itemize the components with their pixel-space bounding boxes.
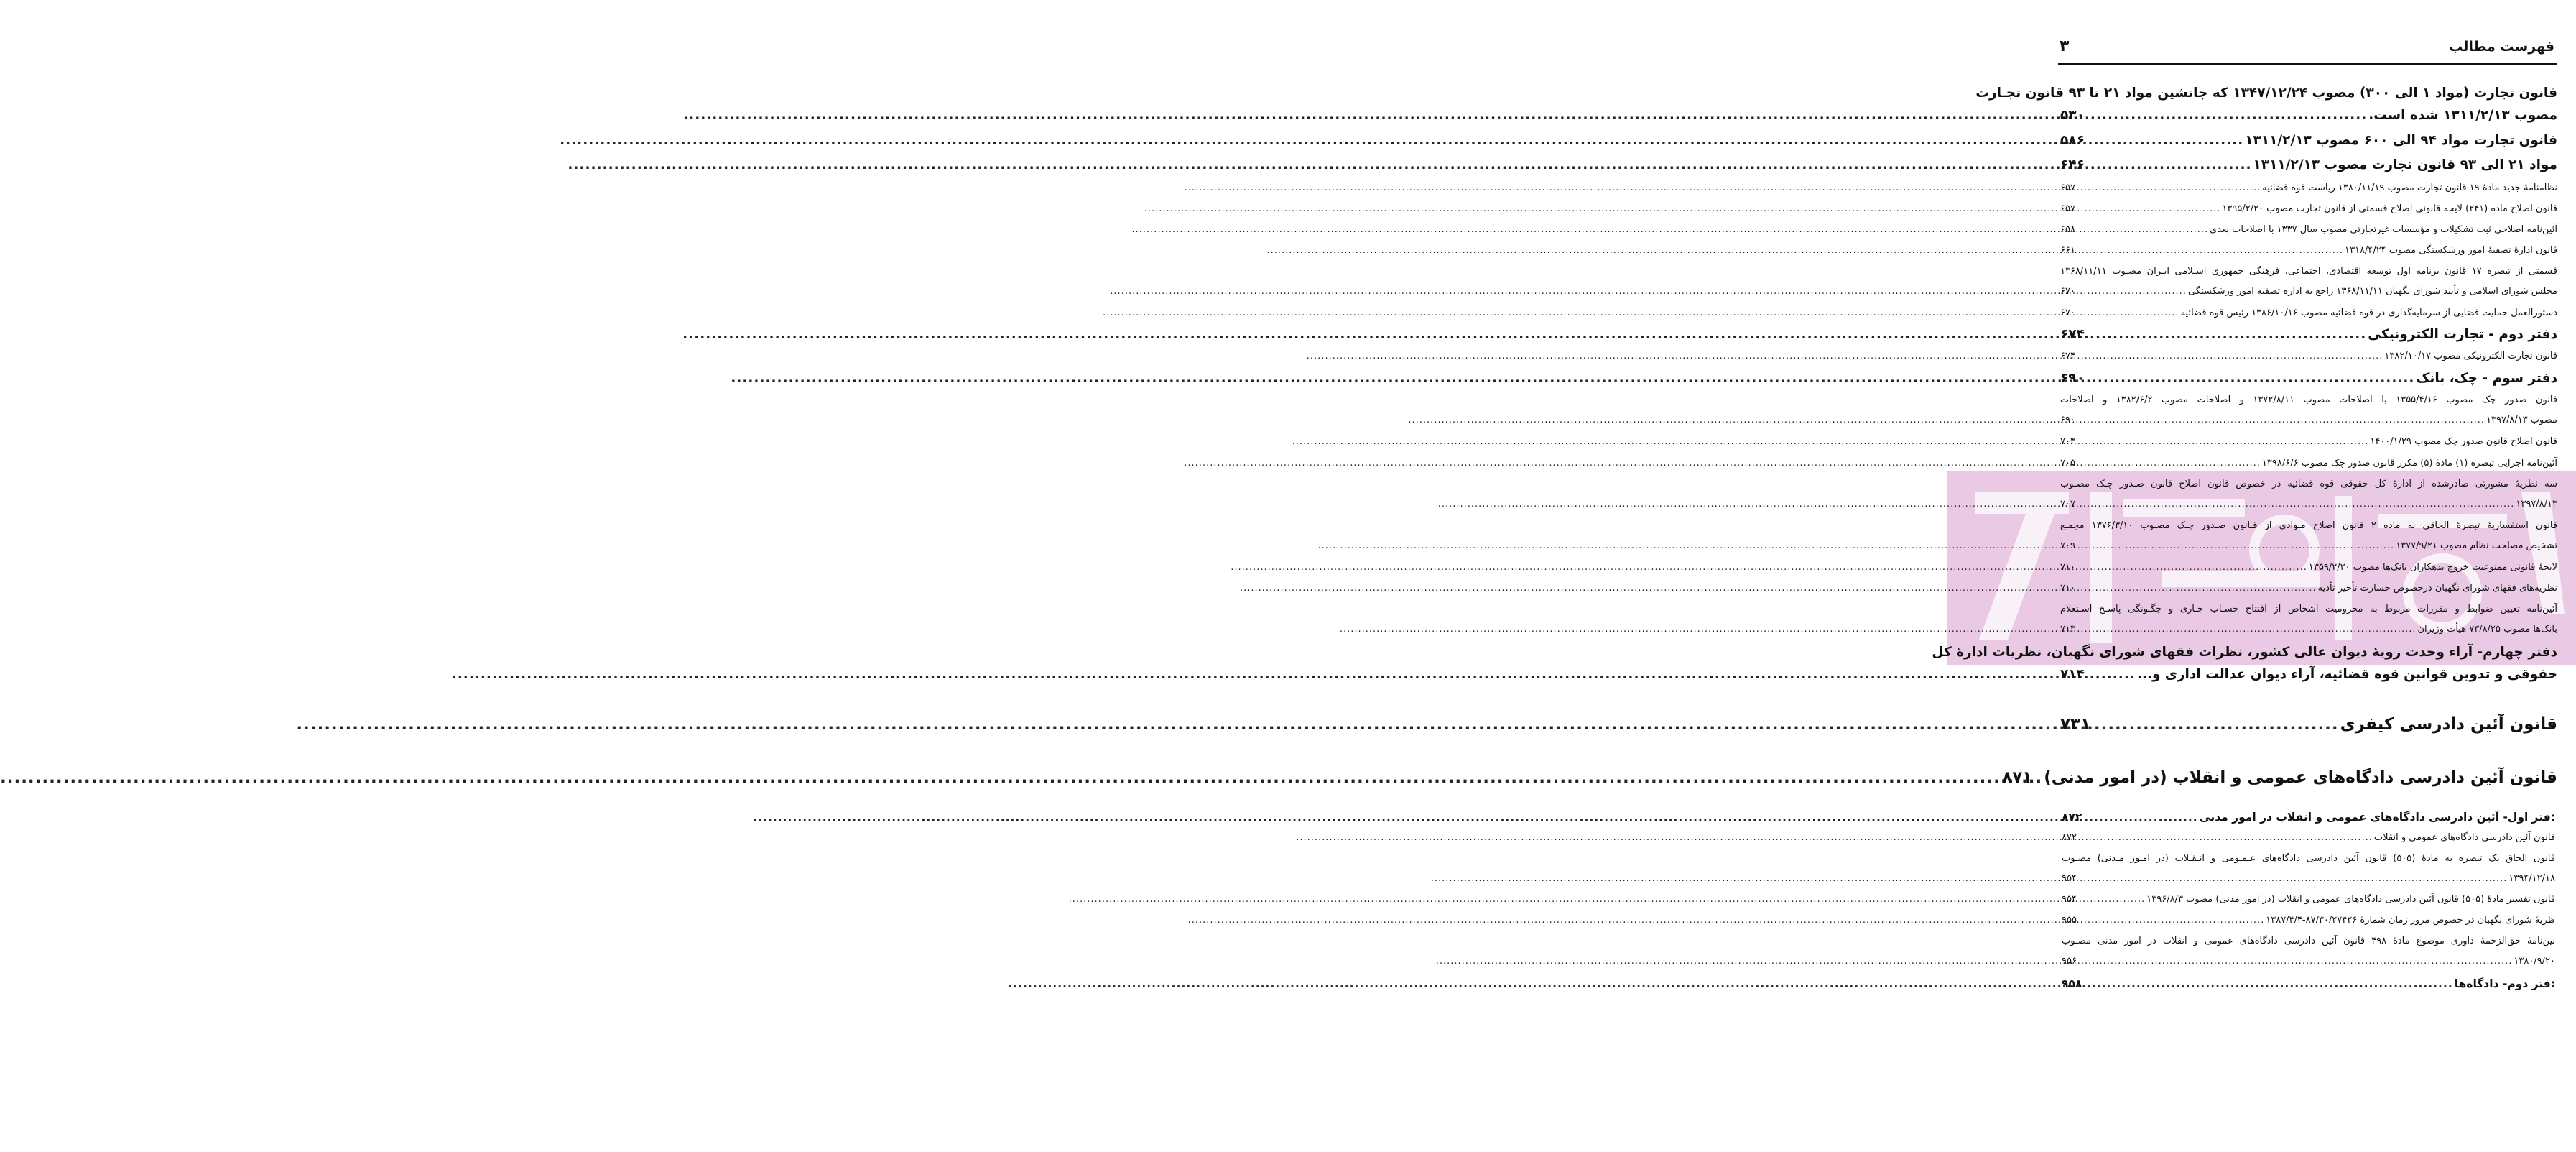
leader-dots [2077, 432, 2368, 452]
leader-dots [2034, 763, 2042, 792]
toc-entry-title: لایحهٔ قانونی ممنوعیت خروج بدهکاران بانک‌ها مصوب ۱۳۵۹/۲/۲۰ [2308, 562, 2557, 573]
toc-entry-title: قانون تجارت مواد ۹۴ الی ۶۰۰ مصوب ۱۳۱۱/۲/۱۳ [2245, 133, 2557, 148]
toc-entry[interactable] [2062, 974, 2555, 994]
toc-entry-page: ۶۹۰ [2060, 415, 2075, 425]
toc-entry[interactable] [2060, 390, 2557, 430]
leader-dots [2083, 807, 2197, 827]
toc-chapter-page: ۷۳۱ [2060, 715, 2091, 734]
toc-entry-title: قانون تفسیر مادهٔ (۵۰۵) قانون آئین دادرسی دادگاه‌های عمومی و انقلاب (در امور مدنی) مصوب ۱۳۹۶/۸/۳ [2146, 894, 2555, 905]
toc-section-title: :فتر اول- آئین دادرسی دادگاه‌های عمومی و انقلاب در امور مدنی [2199, 811, 2555, 824]
toc-entry-page: ۷۱۰ [2060, 583, 2075, 594]
toc-entry-title: قانون الحاق یک تبصره به مادهٔ (۵۰۵) قانون آئین دادرسی دادگاه‌های عـمـومی و انـقـلاب (در امـور مـدنی) مصـوب [2062, 853, 2555, 864]
toc-entry[interactable] [2060, 474, 2557, 515]
toc-entry-title: سه نظریهٔ مشورتی صادرشده از ادارهٔ کل حقوقی قوه قضائیه در خصوص قانون اصلاح قانون صـدور چـک مصـوب [2060, 479, 2557, 489]
toc-entry-page: ۶۹۰ [2060, 371, 2085, 386]
toc-entry[interactable] [2060, 453, 2557, 474]
toc-entry-title: قسمتی از تبصره ۱۷ قانون برنامه اول توسعه اقتصادی، اجتماعی، فرهنگی جمهوری اسـلامی ایـران مصـوب ۱۳۶۸/۱۱/۱۱ [2060, 266, 2557, 277]
leader-dots [2078, 890, 2145, 910]
leader-dots [2086, 367, 2415, 390]
leader-dots [2078, 869, 2507, 889]
leader-dots [2077, 579, 2317, 599]
toc-entry-page: ۹۵۶ [2062, 956, 2077, 967]
toc-entry[interactable] [1975, 82, 2557, 126]
toc-entry-title: قانون اصلاح ماده (۲۴۱) لایحه قانونی اصلاح قسمتی از قانون تجارت مصوب ۱۳۹۵/۲/۲۰ [2222, 203, 2557, 214]
toc-entry[interactable] [1932, 641, 2557, 686]
toc-entry[interactable] [2062, 828, 2555, 848]
toc-entry-title: مواد ۲۱ الی ۹۳ قانون تجارت مصوب ۱۳۱۱/۲/۱۳ [2253, 157, 2557, 172]
toc-entry-page: ۹۵۸ [2062, 977, 2082, 990]
toc-entry-title: قانون ادارهٔ تصفیهٔ امور ورشکستگی مصوب ۱۳۱۸/۴/۲۴ [2345, 245, 2557, 256]
toc-entry[interactable] [2060, 599, 2557, 640]
toc-entry[interactable] [2060, 241, 2557, 261]
leader-dots [2086, 104, 2367, 126]
leader-dots [2083, 974, 2452, 994]
toc-entry[interactable] [2060, 367, 2557, 390]
toc-entry[interactable] [2060, 178, 2557, 198]
toc-entry-title: ظریهٔ شورای نگهبان در خصوص مرور زمان شمارهٔ ۸۷/۳۰/۲۷۴۲۶-۱۳۸۷/۴/۴ [2266, 915, 2555, 926]
toc-entry-page: ۶۴۶ [2060, 157, 2085, 172]
toc-entry-title: قانون صدور چک مصوب ۱۳۵۵/۴/۱۶ با اصلاحات مصوب ۱۳۷۲/۸/۱۱ و اصلاحات مصوب ۱۳۸۲/۶/۲ و اصلاحات [2060, 395, 2557, 405]
toc-entry-page: ۹۵۴ [2062, 873, 2077, 884]
toc-chapter[interactable] [2060, 710, 2557, 739]
toc-entry[interactable] [2060, 154, 2557, 176]
toc-section-title: دفتر دوم - تجارت الکترونیکی [2368, 327, 2557, 342]
leader-dots [2078, 828, 2373, 848]
leader-dots [2086, 154, 2252, 176]
toc-entry-page: ۷۰۷ [2060, 499, 2075, 510]
toc-entry-page: ۶۶۱ [2060, 245, 2075, 256]
toc-entry-page: ۷۰۵ [2060, 458, 2075, 469]
toc-entry[interactable] [2060, 516, 2557, 556]
toc-entry-title: قانون آئین دادرسی دادگاه‌های عمومی و انقلاب [2373, 832, 2555, 843]
toc-entry-title: آئین‌نامه اجرایی تبصره (۱) مادهٔ (۵) مکرر قانون صدور چک مصوب ۱۳۹۸/۶/۶ [2261, 458, 2557, 469]
toc-chapter[interactable] [2002, 763, 2557, 792]
toc-entry[interactable] [2060, 199, 2557, 219]
toc-entry-page: ۵۳۰ [2060, 108, 2085, 123]
toc-entry-page: ۷۱۰ [2060, 562, 2075, 573]
leader-dots [2077, 558, 2307, 578]
toc-chapter-title: قانون آئین دادرسی کیفری [2340, 715, 2557, 734]
toc-entry-page: ۷۰۳ [2060, 436, 2075, 447]
toc-entry-title-cont: ۱۳۸۰/۹/۲۰ [2514, 956, 2555, 967]
leader-dots [2077, 241, 2343, 261]
toc-entry[interactable] [2060, 220, 2557, 240]
toc-entry-page: ۶۵۸ [2060, 224, 2075, 235]
toc-section-title: دفتر سوم - چک، بانک [2416, 371, 2557, 386]
toc-entry-page: ۸۷۲ [2062, 832, 2077, 843]
toc-entry-title: آئین‌نامه تعیین ضوابط و مقررات مربوط به محرومیت اشخاص از افتتاح حسـاب جـاری و چگـونگی پاسـخ اسـتعلام [2060, 604, 2557, 614]
toc-section-title: :فتر دوم- دادگاه‌ها [2454, 977, 2555, 990]
toc-entry-title-cont: ۱۳۹۷/۸/۱۳ [2516, 499, 2557, 510]
toc-entry-title-cont: مصوب ۱۳۹۷/۸/۱۳ [2486, 415, 2557, 425]
toc-entry-title: نین‌نامهٔ حق‌الزحمهٔ داوری موضوع مادهٔ ۴۹۸ قانون آئین دادرسی دادگاه‌های عمومی و انقلاب در امور مدنی مصـوب [2062, 936, 2555, 946]
leader-dots [2077, 220, 2208, 240]
toc-entry[interactable] [2060, 262, 2557, 302]
toc-entry-title: قانون تجارت (مواد ۱ الی ۳۰۰) مصوب ۱۳۴۷/۱۲/۲۴ که جانشین مواد ۲۱ تا ۹۳ قانون تجـارت [1975, 86, 2557, 101]
toc-chapter-title: قانون آئین دادرسی دادگاه‌های عمومی و انقلاب (در امور مدنی) [2044, 768, 2557, 787]
leader-dots [2077, 282, 2187, 302]
toc-entry[interactable] [2062, 849, 2555, 889]
leader-dots [2077, 494, 2514, 515]
toc-entry-page: ۶۷۴ [2060, 327, 2085, 342]
leader-dots [2077, 619, 2417, 640]
toc-entry[interactable] [2060, 579, 2557, 599]
toc-entry-page: ۵۸۶ [2060, 133, 2085, 148]
toc-entry-page: ۹۵۴ [2062, 894, 2077, 905]
toc-entry[interactable] [2060, 558, 2557, 578]
leader-dots [2077, 346, 2383, 367]
toc-entry[interactable] [2062, 807, 2555, 827]
toc-entry-page: ۶۷۰ [2060, 286, 2075, 297]
toc-entry-title: قانون اصلاح قانون صدور چک مصوب ۱۴۰۰/۱/۲۹ [2370, 436, 2557, 447]
toc-entry-title: قانون استفساریهٔ تبصرهٔ الحاقی به ماده ۲ قانون اصلاح مـوادی از قـانون صـدور چـک مصـوب ۱۳۷۶/۳/۱۰ مجمـع [2060, 520, 2557, 531]
toc-entry[interactable] [2060, 303, 2557, 323]
toc-entry-title-cont: مجلس شورای اسلامی و تأیید شورای نگهبان ۱۳۶۸/۱۱/۱۱ راجع به اداره تصفیه امور ورشکستگی [2187, 286, 2557, 297]
toc-section-title-cont: حقوقی و تدوین قوانین قوه قضائیه، آراء دیوان عدالت اداری و... [2136, 667, 2557, 682]
page-header [2058, 36, 2557, 65]
toc-entry-page: ۶۵۷ [2060, 203, 2075, 214]
leader-dots [2077, 178, 2261, 198]
toc-entry-page: ۸۷۲ [2062, 811, 2082, 824]
leader-dots [2078, 951, 2512, 972]
toc-entry-title-cont: ۱۳۹۴/۱۲/۱۸ [2508, 873, 2555, 884]
leader-dots [2077, 303, 2179, 323]
leader-dots [2077, 453, 2261, 474]
leader-dots [2086, 323, 2366, 346]
toc-entry-page: ۹۵۵ [2062, 915, 2077, 926]
toc-entry[interactable] [2062, 890, 2555, 910]
toc-entry-page: ۶۷۴ [2060, 351, 2075, 361]
toc-entry[interactable] [2062, 911, 2555, 931]
toc-entry-page: ۷۰۹ [2060, 540, 2075, 551]
leader-dots [2077, 199, 2220, 219]
toc-entry-title: دستورالعمل حمایت قضایی از سرمایه‌گذاری در قوه قضائیه مصوب ۱۳۸۶/۱۰/۱۶ رئیس قوه قضائیه [2180, 308, 2557, 318]
toc-entry-title: نظامنامهٔ جدید مادهٔ ۱۹ قانون تجارت مصوب ۱۳۸۰/۱۱/۱۹ ریاست قوه قضائیه [2262, 183, 2557, 193]
toc-entry-title: آئین‌نامه اصلاحی ثبت تشکیلات و مؤسسات غیرتجارتی مصوب سال ۱۳۳۷ با اصلاحات بعدی [2210, 224, 2557, 235]
toc-entry-title-cont: تشخیص مصلحت نظام مصوب ۱۳۷۷/۹/۲۱ [2396, 540, 2557, 551]
toc-entry[interactable] [2060, 129, 2557, 152]
toc-entry-title-cont: مصوب ۱۳۱۱/۲/۱۳ شده است. [2368, 108, 2557, 123]
toc-entry-title: قانون تجارت الکترونیکی مصوب ۱۳۸۲/۱۰/۱۷ [2384, 351, 2557, 361]
leader-dots [2092, 710, 2339, 739]
toc-entry[interactable] [2062, 931, 2555, 972]
toc-entry-page: ۶۵۷ [2060, 183, 2075, 193]
toc-entry-page: ۷۱۳ [2060, 624, 2075, 635]
leader-dots [2077, 410, 2485, 430]
leader-dots [2078, 911, 2264, 931]
leader-dots [2077, 536, 2394, 556]
page-title: فهرست مطالب [2449, 39, 2554, 55]
toc-entry-title: نظریه‌های فقهای شورای نگهبان درخصوص خسارت تأخیر تأدیه [2317, 583, 2557, 594]
toc-entry[interactable] [2060, 432, 2557, 452]
toc-entry-title-cont: بانک‌ها مصوب ۷۳/۸/۲۵ هیأت وزیران [2417, 624, 2557, 635]
page-number: ۳ [2060, 37, 2070, 55]
toc-section-title: دفتر چهارم- آراء وحدت رویهٔ دیوان عالی کشور، نظرات فقهای شورای نگهبان، نظریات ادارهٔ کل [1932, 645, 2557, 660]
leader-dots [2086, 663, 2136, 686]
toc-entry-page: ۶۷۰ [2060, 308, 2075, 318]
toc-entry-page: ۷۱۴ [2060, 667, 2085, 682]
toc-entry[interactable] [2060, 323, 2557, 346]
leader-dots [2086, 129, 2243, 152]
toc-chapter-page: ۸۷۱ [2002, 768, 2033, 787]
toc-entry[interactable] [2060, 346, 2557, 367]
